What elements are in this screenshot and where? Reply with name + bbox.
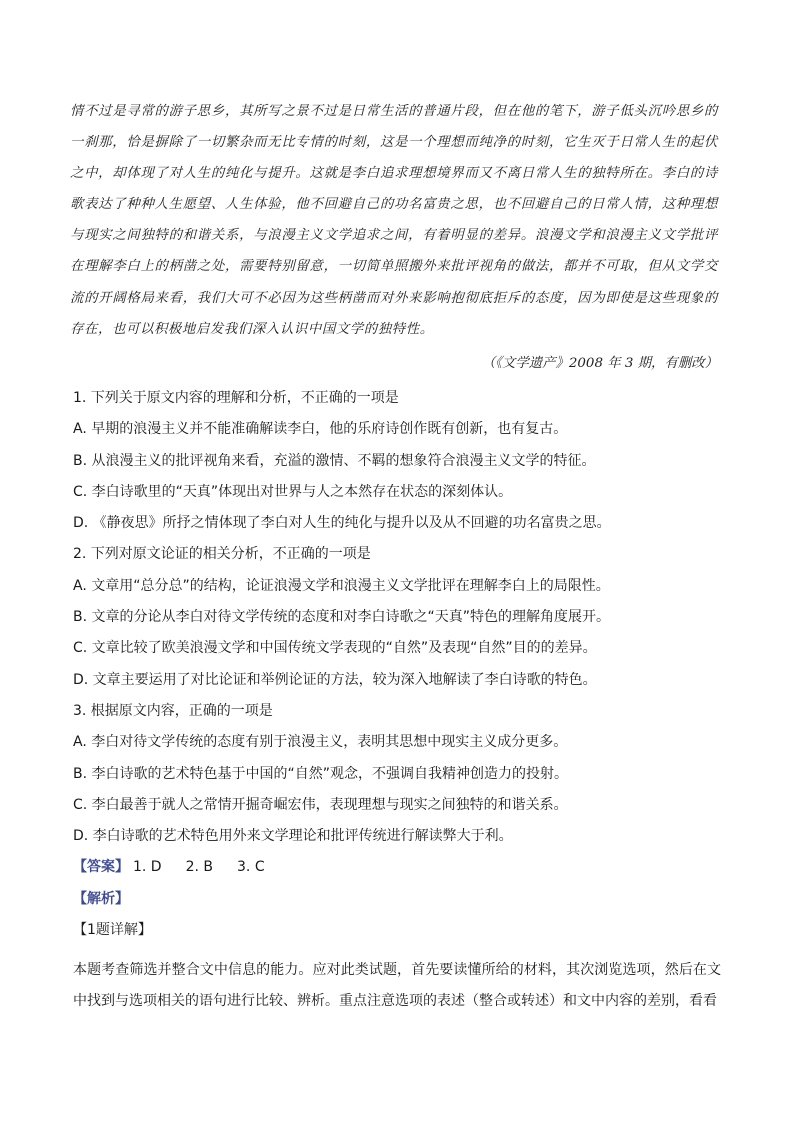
analysis-line: [73, 884, 721, 915]
passage-text: 情不过是寻常的游子思乡，其所写之景不过是日常生活的普通片段，但在他的笔下，游子低头沉吟思乡的一刹那，恰是摒除了一切繁杂而无比专情的时刻，这是一个理想而纯净的时刻，它生灭于日常人生的起伏之中，却体现了对人生的纯化与提升。这就是李白追求理想境界而又不离日常人生的独特所在。李白的诗歌表达了种种人生愿望、人生体验，他不回避自己的功名富贵之思，也不回避自己的日常人情，这种理想与现实之间独特的和谐关系，与浪漫主义文学追求之间，有着明显的差异。浪漫文学和浪漫主义文学批评在理解李白上的柄凿之处，需要特别留意，一切简单照搬外来批评视角的做法，都并不可取，但从文学交流的开阔格局来看，我们大可不必因为这些柄凿而对外来影响抱彻底拒斥的态度，因为即使是这些现象的存在，也可以积极地启发我们深入认识中国文学的独特性。: [70, 104, 718, 337]
answer-tag: 【答案】: [73, 859, 129, 876]
question-1-option-c: C. 李白诗歌里的“天真”体现出对世界与人之本然存在状态的深刻体认。: [73, 483, 513, 500]
question-2-option-c: C. 文章比较了欧美浪漫文学和中国传统文学表现的“自然”及表现“自然”目的的差异。: [73, 640, 597, 657]
explanation-text: 本题考查筛选并整合文中信息的能力。应对此类试题，首先要读懂所给的材料，其次浏览选项，然后在文中找到与选项相关的语句进行比较、辨析。重点注意选项的表述（整合或转述）和文中内容的差别，看看: [73, 962, 721, 1010]
passage-source: （《文学遗产》2008 年 3 期，有删改）: [481, 356, 718, 371]
question-3-stem: 3. 根据原文内容，正确的一项是: [73, 702, 273, 719]
questions-section: [73, 383, 721, 946]
question-1-stem: 1. 下列关于原文内容的理解和分析，不正确的一项是: [73, 390, 399, 406]
question-2-option-b: B. 文章的分论从李白对待文学传统的态度和对李白诗歌之“天真”特色的理解角度展开。: [73, 609, 611, 626]
question-1-option-b: B. 从浪漫主义的批评视角来看，充溢的激情、不羁的想象符合浪漫主义文学的特征。: [73, 452, 596, 469]
analysis-tag: 【解析】: [73, 890, 129, 907]
question-1-option-d: D. 《静夜思》所抒之情体现了李白对人生的纯化与提升以及从不回避的功名富贵之思。: [73, 515, 611, 532]
question-3-option-a: A. 李白对待文学传统的态度有别于浪漫主义，表明其思想中现实主义成分更多。: [73, 734, 568, 751]
question-1-option-a: A. 早期的浪漫主义并不能准确解读李白，他的乐府诗创作既有创新，也有复古。: [73, 421, 568, 438]
answer-line: [73, 852, 721, 883]
question-3-option-b: B. 李白诗歌的艺术特色基于中国的“自然”观念，不强调自我精神创造力的投射。: [73, 765, 569, 782]
detail-tag: 【1题详解】: [73, 922, 152, 939]
detail-line: [73, 915, 721, 946]
question-3-option-c: C. 李白最善于就人之常情开掘奇崛宏伟，表现理想与现实之间独特的和谐关系。: [73, 796, 568, 813]
question-2-option-d: D. 文章主要运用了对比论证和举例论证的方法，较为深入地解读了李白诗歌的特色。: [73, 671, 597, 688]
answer-2: 2. B: [185, 859, 214, 876]
question-2-option-a: A. 文章用“总分总”的结构，论证浪漫文学和浪漫主义文学批评在理解李白上的局限性。: [73, 577, 610, 594]
question-2-stem: 2. 下列对原文论证的相关分析，不正确的一项是: [73, 546, 371, 563]
question-3-option-d: D. 李白诗歌的艺术特色用外来文学理论和批评传统进行解读弊大于利。: [73, 828, 513, 845]
answer-1: 1. D: [133, 859, 162, 876]
answer-3: 3. C: [237, 859, 265, 876]
answer-values: [133, 859, 289, 875]
